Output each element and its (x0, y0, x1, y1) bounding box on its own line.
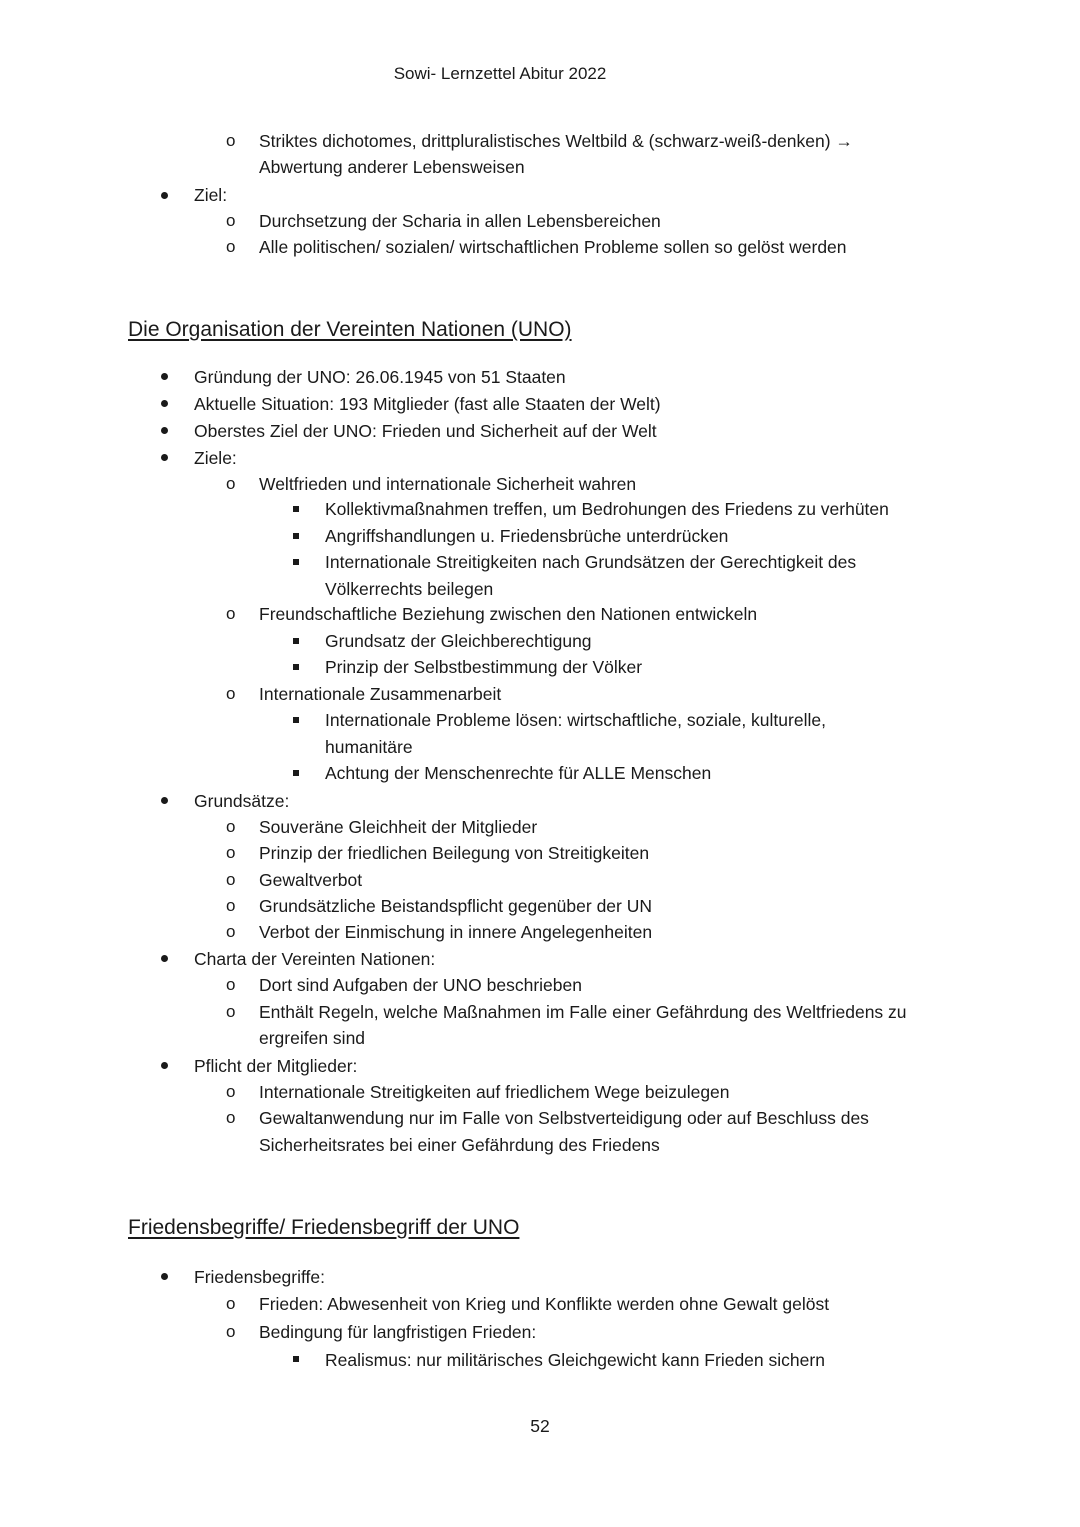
text-line: Prinzip der friedlichen Beilegung von Streitigkeiten (259, 843, 650, 863)
page-header-title: Sowi- Lernzettel Abitur 2022 (393, 64, 607, 83)
square-bullet-icon (293, 533, 299, 539)
text-line: Grundsatz der Gleichberechtigung (325, 631, 592, 651)
square-bullet-icon (293, 717, 299, 723)
circle-bullet-icon: o (226, 237, 236, 256)
text-line: Internationale Streitigkeiten nach Grundsätzen der Gerechtigkeit des (325, 552, 857, 572)
circle-bullet-icon: o (226, 843, 236, 862)
square-bullet-icon (293, 770, 299, 776)
text-line: Internationale Zusammenarbeit (259, 684, 502, 704)
text-line: Charta der Vereinten Nationen: (194, 949, 436, 969)
disc-bullet-icon (161, 955, 168, 962)
text-line: Freundschaftliche Beziehung zwischen den Nationen entwickeln (259, 604, 758, 624)
circle-bullet-icon: o (226, 817, 236, 836)
text-line: Verbot der Einmischung in innere Angelegenheiten (259, 922, 653, 942)
text-line: Frieden: Abwesenheit von Krieg und Konflikte werden ohne Gewalt gelöst (259, 1294, 830, 1314)
text-line: Abwertung anderer Lebensweisen (259, 157, 525, 177)
text-line: Grundsätzliche Beistandspflicht gegenüber der UN (259, 896, 652, 916)
circle-bullet-icon: o (226, 870, 236, 889)
square-bullet-icon (293, 1356, 299, 1362)
text-line: Grundsätze: (194, 791, 290, 811)
text-line: Durchsetzung der Scharia in allen Lebensbereichen (259, 211, 661, 231)
text-line: Kollektivmaßnahmen treffen, um Bedrohungen des Friedens zu verhüten (325, 499, 889, 519)
square-bullet-icon (293, 506, 299, 512)
text-line: Ziel: (194, 185, 228, 205)
text-line: Oberstes Ziel der UNO: Frieden und Sicherheit auf der Welt (194, 421, 657, 441)
text-line: Dort sind Aufgaben der UNO beschrieben (259, 975, 582, 995)
circle-bullet-icon: o (226, 211, 236, 230)
text-line: Weltfrieden und internationale Sicherheit wahren (259, 474, 637, 494)
circle-bullet-icon: o (226, 474, 236, 493)
circle-bullet-icon: o (226, 975, 236, 994)
text-line: Souveräne Gleichheit der Mitglieder (259, 817, 538, 837)
circle-bullet-icon: o (226, 1322, 236, 1341)
disc-bullet-icon (161, 373, 168, 380)
circle-bullet-icon: o (226, 896, 236, 915)
disc-bullet-icon (161, 797, 168, 804)
circle-bullet-icon: o (226, 1294, 236, 1313)
circle-bullet-icon: o (226, 1082, 236, 1101)
square-bullet-icon (293, 559, 299, 565)
text-line: Gründung der UNO: 26.06.1945 von 51 Staaten (194, 367, 566, 387)
text-line: Achtung der Menschenrechte für ALLE Menschen (325, 763, 712, 783)
text-line: Gewaltverbot (259, 870, 363, 890)
circle-bullet-icon: o (226, 1002, 236, 1021)
text-line: Striktes dichotomes, drittpluralistisches Weltbild & (schwarz-weiß-denken) → (259, 131, 853, 151)
text-line: Friedensbegriffe: (194, 1267, 326, 1287)
text-line: Enthält Regeln, welche Maßnahmen im Falle einer Gefährdung des Weltfriedens zu (259, 1002, 907, 1022)
text-line: Sicherheitsrates bei einer Gefährdung des Friedens (259, 1135, 660, 1155)
text-line: Pflicht der Mitglieder: (194, 1056, 358, 1076)
disc-bullet-icon (161, 454, 168, 461)
text-line: Aktuelle Situation: 193 Mitglieder (fast alle Staaten der Welt) (194, 394, 661, 414)
disc-bullet-icon (161, 1273, 168, 1280)
text-line: humanitäre (325, 737, 413, 757)
disc-bullet-icon (161, 192, 168, 199)
section-heading: Friedensbegriffe/ Friedensbegriff der UNO (128, 1216, 520, 1239)
square-bullet-icon (293, 664, 299, 670)
text-line: Realismus: nur militärisches Gleichgewicht kann Frieden sichern (325, 1350, 825, 1370)
square-bullet-icon (293, 638, 299, 644)
page-number: 52 (530, 1416, 550, 1436)
disc-bullet-icon (161, 427, 168, 434)
circle-bullet-icon: o (226, 604, 236, 623)
circle-bullet-icon: o (226, 1108, 236, 1127)
text-line: ergreifen sind (259, 1028, 366, 1048)
disc-bullet-icon (161, 400, 168, 407)
text-line: Prinzip der Selbstbestimmung der Völker (325, 657, 643, 677)
text-line: Bedingung für langfristigen Frieden: (259, 1322, 537, 1342)
circle-bullet-icon: o (226, 922, 236, 941)
text-line: Angriffshandlungen u. Friedensbrüche unterdrücken (325, 526, 729, 546)
text-line: Gewaltanwendung nur im Falle von Selbstverteidigung oder auf Beschluss des (259, 1108, 869, 1128)
circle-bullet-icon: o (226, 131, 236, 150)
text-line: Völkerrechts beilegen (325, 579, 494, 599)
section-heading: Die Organisation der Vereinten Nationen (UNO) (128, 318, 572, 341)
text-line: Ziele: (194, 448, 237, 468)
text-line: Internationale Probleme lösen: wirtschaftliche, soziale, kulturelle, (325, 710, 826, 730)
disc-bullet-icon (161, 1062, 168, 1069)
text-line: Alle politischen/ sozialen/ wirtschaftlichen Probleme sollen so gelöst werden (259, 237, 847, 257)
text-line: Internationale Streitigkeiten auf friedlichem Wege beizulegen (259, 1082, 730, 1102)
circle-bullet-icon: o (226, 684, 236, 703)
